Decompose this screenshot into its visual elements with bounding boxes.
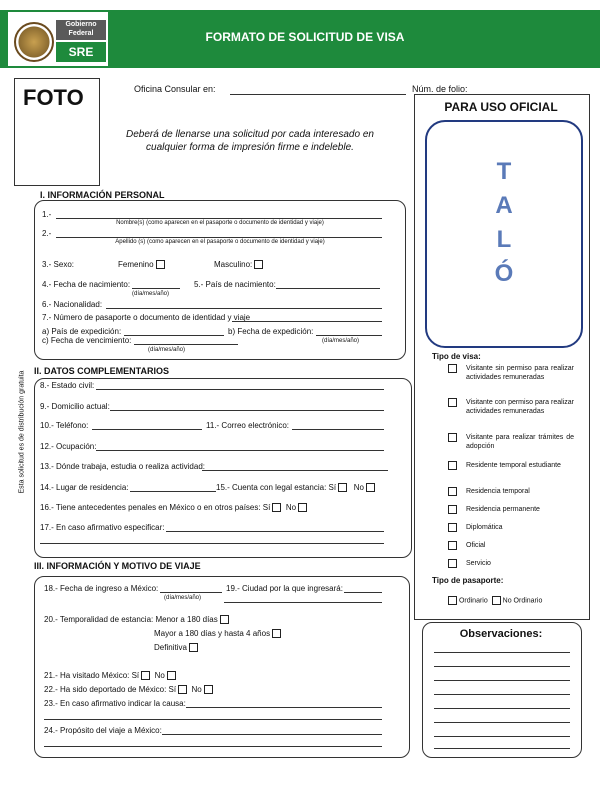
observaciones-line[interactable]	[434, 708, 570, 709]
fecha-nacimiento-field[interactable]	[132, 288, 180, 289]
visa-option-9[interactable]	[446, 559, 574, 568]
visa-option-7-label: Diplomática	[466, 524, 503, 531]
antecedentes-si-checkbox[interactable]	[272, 503, 281, 512]
visa-option-5-label: Residencia temporal	[466, 488, 530, 495]
observaciones-line[interactable]	[434, 736, 570, 737]
telefono-field[interactable]	[92, 429, 202, 430]
talo-letter-o: Ó	[494, 260, 514, 287]
observaciones-box	[422, 622, 582, 758]
lugar-residencia-label: 14.- Lugar de residencia:	[40, 483, 129, 492]
deportado-no-label: No	[191, 685, 202, 694]
especificar-field[interactable]	[166, 531, 384, 532]
tipo-pasaporte-label: Tipo de pasaporte:	[432, 576, 504, 585]
field-1-label: 1.-	[42, 210, 52, 219]
proposito-label: 24.- Propósito del viaje a México:	[44, 726, 162, 735]
instruction-text: Deberá de llenarse una solicitud por cada interesado en cualquier forma de impresión firme e indeleble.	[126, 129, 374, 153]
fecha-nacimiento-format: (día/mes/año)	[132, 291, 170, 297]
nacionalidad-field[interactable]	[106, 308, 382, 309]
visa-option-5-checkbox[interactable]	[448, 487, 457, 496]
causa-field-2[interactable]	[44, 719, 382, 720]
visitado-option[interactable]	[44, 671, 176, 680]
tipo-visa-label: Tipo de visa:	[432, 352, 481, 361]
observaciones-line[interactable]	[434, 694, 570, 695]
visa-option-3[interactable]	[446, 433, 574, 451]
field-2-note: Apellido (s) (como aparecen en el pasaporte o documento de identidad y viaje)	[115, 239, 325, 245]
femenino-option[interactable]	[118, 260, 165, 269]
ocupacion-field[interactable]	[96, 450, 384, 451]
oficina-label: Oficina Consular en:	[134, 84, 216, 94]
donde-trabaja-label: 13.- Dónde trabaja, estudia o realiza actividad:	[40, 462, 205, 471]
proposito-field-2[interactable]	[44, 746, 382, 747]
antecedentes-no-checkbox[interactable]	[298, 503, 307, 512]
visitado-si-checkbox[interactable]	[141, 671, 150, 680]
visa-option-9-label: Servicio	[466, 560, 491, 567]
ocupacion-label: 12.- Ocupación:	[40, 442, 97, 451]
domicilio-label: 9.- Domicilio actual:	[40, 402, 110, 411]
vertical-note: Esta solicitud es de distribución gratuita	[18, 370, 26, 494]
fecha-expedicion-field[interactable]	[316, 335, 382, 336]
telefono-label: 10.- Teléfono:	[40, 421, 89, 430]
correo-label: 11.- Correo electrónico:	[206, 421, 289, 430]
section-3-title: III. INFORMACIÓN Y MOTIVO DE VIAJE	[34, 561, 201, 571]
gobierno-federal-label: Gobierno Federal	[56, 20, 106, 40]
visa-option-5[interactable]	[446, 487, 574, 496]
lugar-residencia-field[interactable]	[130, 491, 216, 492]
estado-civil-field[interactable]	[96, 389, 384, 390]
fecha-expedicion-label: b) Fecha de expedición:	[228, 327, 314, 336]
visa-option-4-checkbox[interactable]	[448, 461, 457, 470]
masculino-label: Masculino:	[214, 260, 253, 269]
talo-letter-l: L	[496, 226, 512, 253]
mayor-180-checkbox[interactable]	[272, 629, 281, 638]
visa-option-3-label: Visitante para realizar trámites de adopción	[466, 434, 574, 450]
causa-label: 23.- En caso afirmativo indicar la causa:	[44, 699, 186, 708]
ciudad-ingreso-field[interactable]	[344, 592, 382, 593]
fecha-ingreso-format: (día/mes/año)	[164, 595, 202, 601]
legal-estancia-no-checkbox[interactable]	[366, 483, 375, 492]
nacionalidad-label: 6.- Nacionalidad:	[42, 300, 103, 309]
ciudad-ingreso-field-2[interactable]	[224, 602, 382, 603]
observaciones-line[interactable]	[434, 680, 570, 681]
observaciones-line[interactable]	[434, 748, 570, 749]
visitado-no-label: No	[154, 671, 165, 680]
pasaporte-label: 7.- Número de pasaporte o documento de identidad y viaje	[42, 313, 251, 322]
especificar-field-2[interactable]	[40, 543, 384, 544]
visa-option-9-checkbox[interactable]	[448, 559, 457, 568]
visa-option-6-checkbox[interactable]	[448, 505, 457, 514]
talo-box	[425, 120, 583, 348]
deportado-label: 22.- Ha sido deportado de México: Sí	[44, 685, 177, 694]
oficina-field[interactable]	[230, 94, 406, 95]
antecedentes-label: 16.- Tiene antecedentes penales en México o en otros países: Sí	[40, 503, 271, 512]
field-1-note: Nombre(s) (como aparecen en el pasaporte o documento de identidad y viaje)	[116, 220, 324, 226]
antecedentes-option[interactable]	[40, 503, 307, 512]
pasaporte-tipo-options[interactable]	[446, 596, 542, 605]
definitiva-option[interactable]	[154, 643, 198, 652]
visa-option-7[interactable]	[446, 523, 574, 532]
domicilio-field[interactable]	[110, 410, 384, 411]
no-ordinario-label: No Ordinario	[502, 597, 543, 605]
visa-option-1[interactable]	[446, 364, 574, 382]
femenino-checkbox[interactable]	[156, 260, 165, 269]
visa-option-2[interactable]	[446, 398, 574, 416]
no-ordinario-checkbox[interactable]	[492, 596, 501, 605]
visa-option-8-label: Oficial	[466, 542, 486, 549]
deportado-option[interactable]	[44, 685, 213, 694]
pais-nacimiento-label: 5.- País de nacimiento:	[194, 280, 276, 289]
donde-trabaja-field[interactable]	[202, 470, 388, 471]
nombre-field[interactable]	[56, 218, 382, 219]
femenino-label: Femenino	[118, 260, 154, 269]
ordinario-label: Ordinario	[458, 597, 488, 605]
visa-option-2-label: Visitante con permiso para realizar actividades remuneradas	[466, 399, 574, 415]
visa-option-2-checkbox[interactable]	[448, 398, 457, 407]
masculino-option[interactable]	[214, 260, 263, 269]
observaciones-line[interactable]	[434, 722, 570, 723]
pasaporte-field[interactable]	[232, 321, 382, 322]
visa-option-7-checkbox[interactable]	[448, 523, 457, 532]
mexico-seal-icon	[14, 22, 54, 62]
field-2-label: 2.-	[42, 229, 52, 238]
observaciones-line[interactable]	[434, 666, 570, 667]
ciudad-ingreso-label: 19.- Ciudad por la que ingresará:	[226, 584, 343, 593]
menor-180-option[interactable]	[44, 615, 229, 624]
photo-label: FOTO	[23, 85, 84, 110]
photo-box	[14, 78, 100, 186]
legal-estancia-option[interactable]	[216, 483, 375, 492]
mayor-180-label: Mayor a 180 días y hasta 4 años	[154, 629, 271, 638]
causa-field[interactable]	[186, 707, 382, 708]
talo-letter-t: T	[496, 158, 512, 185]
section-1-title: I. INFORMACIÓN PERSONAL	[40, 190, 165, 200]
deportado-no-checkbox[interactable]	[204, 685, 213, 694]
fecha-vencimiento-format: (día/mes/año)	[148, 347, 186, 353]
pais-expedicion-label: a) País de expedición:	[42, 327, 122, 336]
visa-option-8-checkbox[interactable]	[448, 541, 457, 550]
visa-option-1-label: Visitante sin permiso para realizar actividades remuneradas	[466, 365, 574, 381]
legal-estancia-si-checkbox[interactable]	[338, 483, 347, 492]
visitado-no-checkbox[interactable]	[167, 671, 176, 680]
visa-option-6-label: Residencia permanente	[466, 506, 540, 513]
visa-option-4[interactable]	[446, 461, 574, 470]
fecha-vencimiento-label: c) Fecha de vencimiento:	[42, 336, 132, 345]
definitiva-checkbox[interactable]	[189, 643, 198, 652]
observaciones-title: Observaciones:	[459, 628, 543, 640]
antecedentes-no-label: No	[285, 503, 297, 512]
fecha-ingreso-field[interactable]	[160, 592, 222, 593]
apellido-field[interactable]	[56, 237, 382, 238]
page-title: FORMATO DE SOLICITUD DE VISA	[205, 30, 405, 44]
section-2-title: II. DATOS COMPLEMENTARIOS	[34, 366, 170, 376]
legal-estancia-label: 15.- Cuenta con legal estancia: Sí	[216, 483, 337, 492]
talo-letter-a: A	[495, 192, 513, 219]
oficial-title: PARA USO OFICIAL	[444, 100, 558, 114]
visa-option-1-checkbox[interactable]	[448, 364, 457, 373]
fecha-ingreso-label: 18.- Fecha de ingreso a México:	[44, 584, 159, 593]
ordinario-checkbox[interactable]	[448, 596, 457, 605]
proposito-field[interactable]	[162, 734, 382, 735]
folio-label: Núm. de folio:	[412, 84, 468, 94]
deportado-si-checkbox[interactable]	[178, 685, 187, 694]
pais-nacimiento-field[interactable]	[276, 288, 380, 289]
fecha-vencimiento-field[interactable]	[134, 344, 238, 345]
visa-option-3-checkbox[interactable]	[448, 433, 457, 442]
visa-option-4-label: Residente temporal estudiante	[466, 462, 561, 469]
fecha-nacimiento-label: 4.- Fecha de nacimiento:	[42, 280, 131, 289]
mayor-180-option[interactable]	[154, 629, 281, 638]
estado-civil-label: 8.- Estado civil:	[40, 381, 95, 390]
temporalidad-label: 20.- Temporalidad de estancia: Menor a 180 días	[44, 615, 218, 624]
visa-option-8[interactable]	[446, 541, 574, 550]
sexo-label: 3.- Sexo:	[42, 260, 75, 269]
definitiva-label: Definitiva	[154, 643, 187, 652]
fecha-expedicion-format: (día/mes/año)	[322, 338, 360, 344]
correo-field[interactable]	[292, 429, 384, 430]
masculino-checkbox[interactable]	[254, 260, 263, 269]
observaciones-line[interactable]	[434, 652, 570, 653]
sre-label: SRE	[56, 42, 106, 62]
legal-estancia-no-label: No	[353, 483, 364, 492]
especificar-label: 17.- En caso afirmativo especificar:	[40, 523, 165, 532]
pais-expedicion-field[interactable]	[124, 335, 224, 336]
menor-180-checkbox[interactable]	[220, 615, 229, 624]
visa-option-6[interactable]	[446, 505, 574, 514]
visitado-label: 21.- Ha visitado México: Sí	[44, 671, 140, 680]
